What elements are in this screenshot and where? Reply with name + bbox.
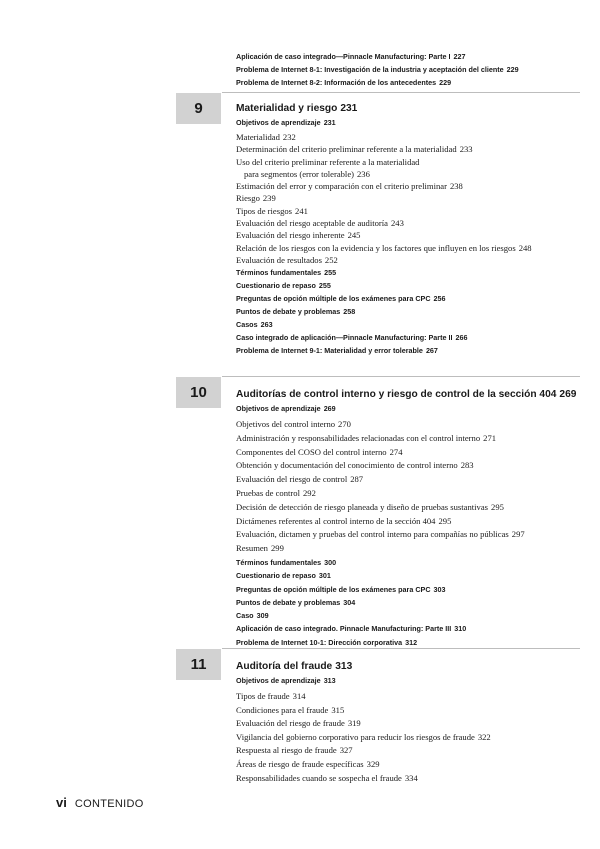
chapter-11-block <box>236 659 586 785</box>
page-footer <box>56 794 144 812</box>
toc-entry[interactable]: Caso 309 <box>236 611 269 621</box>
toc-entry[interactable]: Puntos de debate y problemas 304 <box>236 597 356 607</box>
toc-entry[interactable]: Caso integrado de aplicación—Pinnacle Manufacturing: Parte II 266 <box>236 333 468 343</box>
toc-entry[interactable]: Decisión de detección de riesgo planeada y diseño de pruebas sustantivas 295 <box>236 501 504 512</box>
chapter-title[interactable]: Auditoría del fraude 313 <box>236 661 353 672</box>
objectives-entry[interactable]: Objetivos de aprendizaje 269 <box>236 404 336 413</box>
chapter-divider <box>222 92 580 93</box>
toc-entry[interactable]: Evaluación del riesgo de fraude 319 <box>236 718 361 729</box>
toc-entry[interactable]: Evaluación, dictamen y pruebas del control interno para compañías no públicas 297 <box>236 529 525 540</box>
toc-entry[interactable]: Materialidad 232 <box>236 132 296 142</box>
chapter-title[interactable]: Auditorías de control interno y riesgo de control de la sección 404 269 <box>236 389 577 400</box>
toc-entry[interactable]: Evaluación de resultados 252 <box>236 254 338 265</box>
toc-entry[interactable]: Problema de Internet 8-1: Investigación de la industria y aceptación del cliente 229 <box>236 65 519 74</box>
toc-entry[interactable]: Respuesta al riesgo de fraude 327 <box>236 745 353 756</box>
chapter-number-badge: 10 <box>176 377 221 408</box>
toc-entry[interactable]: Obtención y documentación del conocimiento de control interno 283 <box>236 460 474 471</box>
toc-entry[interactable]: Términos fundamentales 255 <box>236 268 337 278</box>
chapter-number-badge: 9 <box>176 93 221 124</box>
toc-entry[interactable]: Aplicación de caso integrado. Pinnacle Manufacturing: Parte III 310 <box>236 624 467 634</box>
page-number: vi <box>56 795 67 810</box>
toc-entry[interactable]: Administración y responsabilidades relacionadas con el control interno 271 <box>236 432 497 443</box>
toc-entry[interactable]: Componentes del COSO del control interno 274 <box>236 446 403 457</box>
toc-entry[interactable]: Dictámenes referentes al control interno de la sección 404 295 <box>236 515 452 526</box>
toc-entry[interactable]: Tipos de riesgos 241 <box>236 205 308 216</box>
toc-entry[interactable]: Responsabilidades cuando se sospecha el fraude 334 <box>236 772 418 783</box>
toc-entry[interactable]: Pruebas de control 292 <box>236 487 316 498</box>
toc-entry[interactable]: Objetivos del control interno 270 <box>236 419 351 429</box>
toc-entry[interactable]: Áreas de riesgo de fraude específicas 329 <box>236 758 380 769</box>
chapter-divider <box>222 648 580 649</box>
toc-entry[interactable]: Preguntas de opción múltiple de los exámenes para CPC 303 <box>236 584 446 594</box>
toc-entry[interactable]: Vigilancia del gobierno corporativo para reducir los riesgos de fraude 322 <box>236 731 491 742</box>
chapter-title[interactable]: Materialidad y riesgo 231 <box>236 103 358 114</box>
toc-entry[interactable]: Tipos de fraude 314 <box>236 691 306 701</box>
toc-entry[interactable]: Uso del criterio preliminar referente a la materialidad <box>236 156 420 167</box>
chapter-8-continuation <box>236 50 586 89</box>
chapter-10-block <box>236 387 586 649</box>
toc-entry[interactable]: Condiciones para el fraude 315 <box>236 704 345 715</box>
toc-entry[interactable]: Términos fundamentales 300 <box>236 557 337 567</box>
toc-entry[interactable]: Problema de Internet 10-1: Dirección corporativa 312 <box>236 637 418 647</box>
toc-entry[interactable]: Estimación del error y comparación con el criterio preliminar 238 <box>236 181 463 192</box>
toc-entry[interactable]: Problema de Internet 8-2: Información de los antecedentes 229 <box>236 78 452 87</box>
objectives-entry[interactable]: Objetivos de aprendizaje 313 <box>236 676 336 685</box>
objectives-entry[interactable]: Objetivos de aprendizaje 231 <box>236 118 336 127</box>
toc-entry[interactable]: Casos 263 <box>236 320 273 330</box>
toc-entry[interactable]: Evaluación del riesgo inherente 245 <box>236 230 361 241</box>
chapter-9-block <box>236 101 586 357</box>
chapter-divider <box>222 376 580 377</box>
toc-entry[interactable]: Cuestionario de repaso 255 <box>236 281 331 291</box>
toc-entry[interactable]: Relación de los riesgos con la evidencia y los factores que influyen en los riesgos 248 <box>236 242 532 253</box>
running-footer-label: CONTENIDO <box>74 798 144 810</box>
toc-entry[interactable]: para segmentos (error tolerable) 236 <box>244 168 370 179</box>
toc-entry[interactable]: Evaluación del riesgo de control 287 <box>236 474 364 485</box>
toc-entry[interactable]: Puntos de debate y problemas 258 <box>236 307 356 317</box>
toc-entry[interactable]: Aplicación de caso integrado—Pinnacle Manufacturing: Parte I 227 <box>236 52 466 61</box>
toc-entry[interactable]: Cuestionario de repaso 301 <box>236 571 331 581</box>
toc-entry[interactable]: Preguntas de opción múltiple de los exámenes para CPC 256 <box>236 294 446 304</box>
toc-entry[interactable]: Resumen 299 <box>236 543 284 554</box>
chapter-number-badge: 11 <box>176 649 221 680</box>
toc-entry[interactable]: Determinación del criterio preliminar referente a la materialidad 233 <box>236 144 473 155</box>
toc-entry[interactable]: Evaluación del riesgo aceptable de auditoría 243 <box>236 218 404 229</box>
toc-entry[interactable]: Riesgo 239 <box>236 193 276 204</box>
toc-entry[interactable]: Problema de Internet 9-1: Materialidad y error tolerable 267 <box>236 346 438 356</box>
